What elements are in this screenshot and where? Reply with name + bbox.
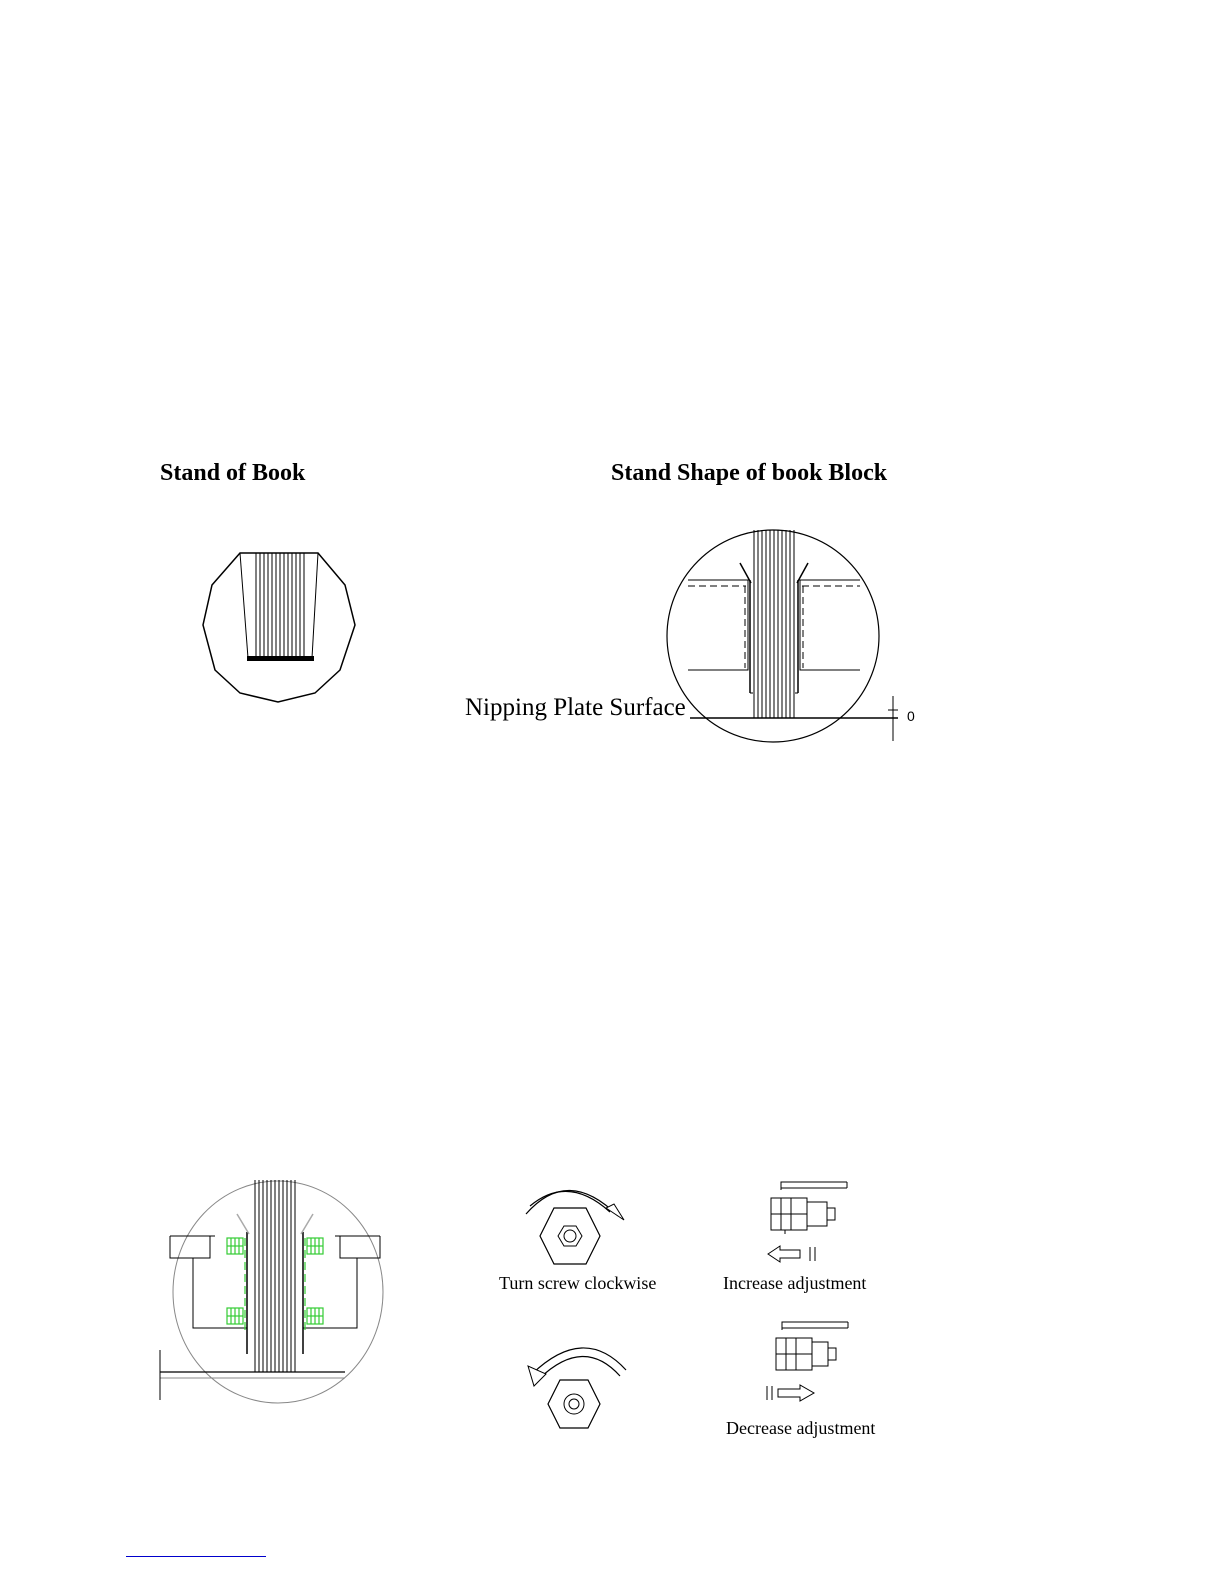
left-arrow-icon [766,1243,826,1265]
hex-nut-icon [538,1206,602,1266]
stand-of-book-diagram [200,545,360,705]
footnote-rule [126,1556,266,1557]
nipping-plate-label: Nipping Plate Surface [465,694,686,721]
decrease-label: Decrease adjustment [726,1418,876,1438]
right-arrow-icon [764,1382,824,1404]
increase-label: Increase adjustment [723,1273,867,1293]
turn-clockwise-label: Turn screw clockwise [499,1273,657,1293]
dimension-label: 0 [907,708,915,724]
title-stand-shape: Stand Shape of book Block [611,460,888,486]
adjustment-detail-diagram [155,1172,385,1412]
hex-nut-icon [546,1378,602,1430]
title-stand-of-book: Stand of Book [160,460,306,486]
